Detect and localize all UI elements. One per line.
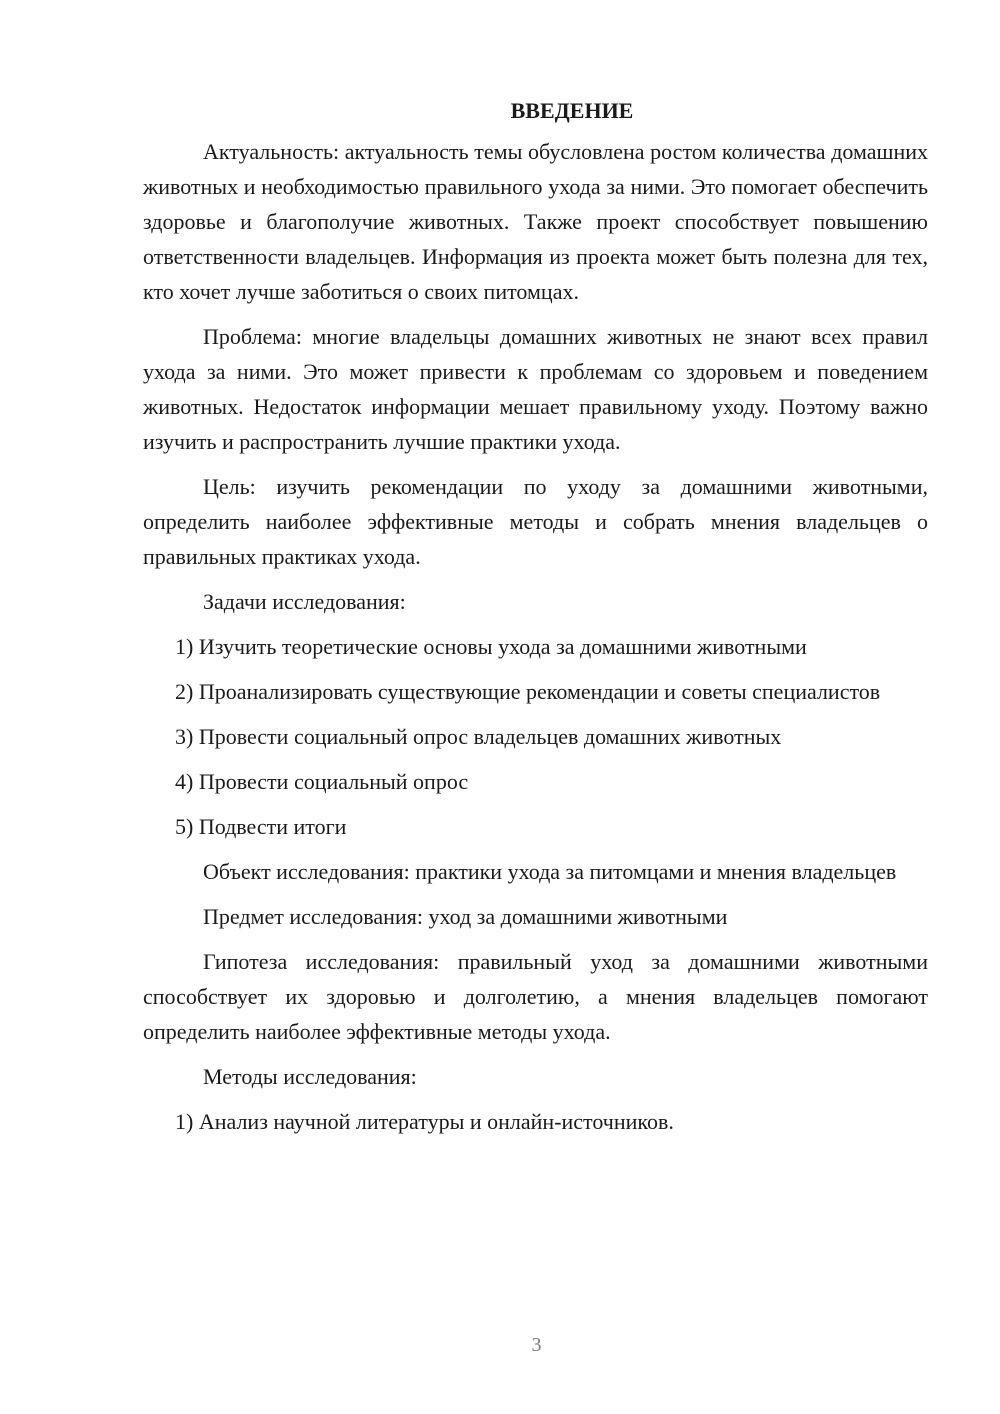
- paragraph-hypothesis: Гипотеза исследования: правильный уход за домашними животными способствует их здоровью и долголетию, а мнения владельцев помогают определить наиболее эффективные методы ухода.: [143, 949, 928, 1044]
- list-item-task-2: 2) Проанализировать существующие рекомендации и советы специалистов: [175, 679, 881, 704]
- paragraph-goal: Цель: изучить рекомендации по уходу за домашними животными, определить наиболее эффективные методы и собрать мнения владельцев о правильных практиках ухода.: [143, 474, 928, 569]
- list-item-task-3: 3) Провести социальный опрос владельцев домашних животных: [175, 724, 782, 749]
- list-item-task-1: 1) Изучить теоретические основы ухода за домашними животными: [175, 634, 807, 659]
- paragraph-relevance: Актуальность: актуальность темы обусловлена ростом количества домашних животных и необходимостью правильного ухода за ними. Это помогает обеспечить здоровье и благополучие животных. Также проект способствует повышению ответственности владельцев. Информация из проекта может быть полезна для тех, кто хочет лучше заботиться о своих питомцах.: [143, 139, 928, 304]
- paragraph-subject: Предмет исследования: уход за домашними животными: [203, 904, 728, 929]
- paragraph-object: Объект исследования: практики ухода за питомцами и мнения владельцев: [203, 859, 897, 884]
- list-item-method-1: 1) Анализ научной литературы и онлайн-источников.: [175, 1109, 674, 1134]
- page-title: ВВЕДЕНИЕ: [510, 98, 634, 123]
- paragraph-tasks-heading: Задачи исследования:: [203, 589, 406, 614]
- document-body: [143, 93, 928, 1149]
- paragraph-methods-heading: Методы исследования:: [203, 1064, 417, 1089]
- page-number: 3: [531, 1334, 542, 1356]
- list-item-task-4: 4) Провести социальный опрос: [175, 769, 469, 794]
- list-item-task-5: 5) Подвести итоги: [175, 814, 347, 839]
- paragraph-problem: Проблема: многие владельцы домашних животных не знают всех правил ухода за ними. Это может привести к проблемам со здоровьем и поведением животных. Недостаток информации мешает правильному уходу. Поэтому важно изучить и распространить лучшие практики ухода.: [143, 324, 928, 454]
